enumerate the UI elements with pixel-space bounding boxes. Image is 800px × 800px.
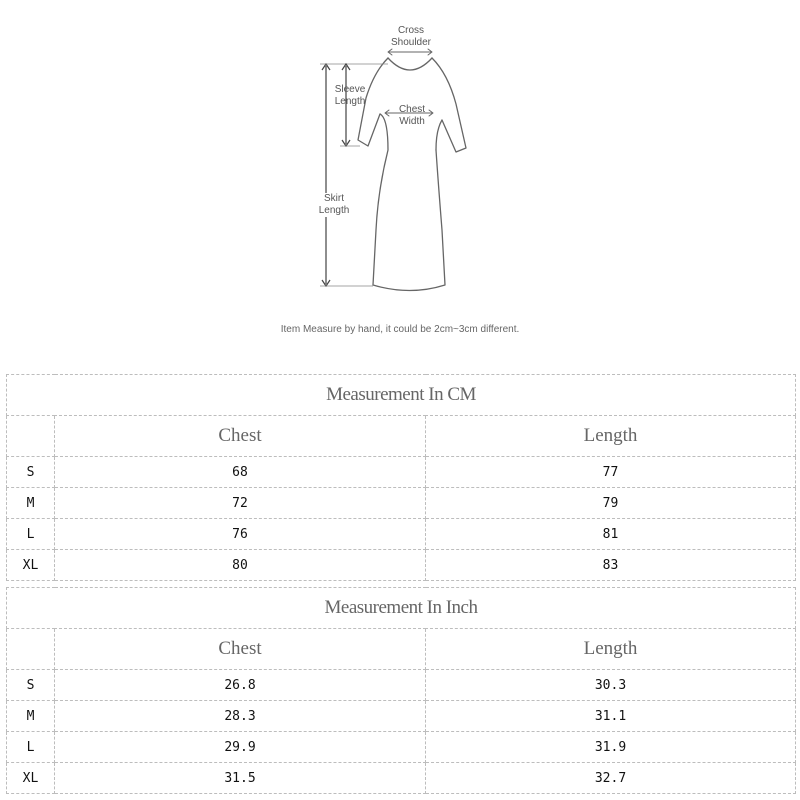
size-cell: M xyxy=(7,488,55,519)
size-cell: M xyxy=(7,701,55,732)
cross-shoulder-label: Cross Shoulder xyxy=(390,25,432,48)
chest-cell: 72 xyxy=(55,488,426,519)
size-cell: XL xyxy=(7,763,55,794)
chest-cell: 31.5 xyxy=(55,763,426,794)
size-cell: S xyxy=(7,670,55,701)
chest-column-header: Chest xyxy=(55,629,426,670)
size-column-header xyxy=(7,416,55,457)
length-cell: 31.1 xyxy=(426,701,796,732)
dress-measurement-diagram xyxy=(0,0,800,360)
length-cell: 81 xyxy=(426,519,796,550)
table-row xyxy=(7,488,796,519)
chest-column-header: Chest xyxy=(55,416,426,457)
chest-cell: 76 xyxy=(55,519,426,550)
table-title: Measurement In CM xyxy=(7,375,796,416)
sleeve-length-label: Sleeve Length xyxy=(334,84,366,107)
chest-cell: 29.9 xyxy=(55,732,426,763)
table-row xyxy=(7,550,796,581)
size-cell: L xyxy=(7,732,55,763)
chest-cell: 28.3 xyxy=(55,701,426,732)
length-cell: 83 xyxy=(426,550,796,581)
length-cell: 77 xyxy=(426,457,796,488)
table-title: Measurement In Inch xyxy=(7,588,796,629)
length-cell: 79 xyxy=(426,488,796,519)
skirt-length-label: Skirt Length xyxy=(312,193,356,217)
length-column-header: Length xyxy=(426,629,796,670)
size-column-header xyxy=(7,629,55,670)
size-cell: S xyxy=(7,457,55,488)
length-cell: 30.3 xyxy=(426,670,796,701)
chest-cell: 80 xyxy=(55,550,426,581)
length-cell: 32.7 xyxy=(426,763,796,794)
measurement-table-inch xyxy=(6,587,796,794)
measure-note: Item Measure by hand, it could be 2cm~3cm different. xyxy=(280,324,520,335)
chest-width-label: Chest Width xyxy=(398,104,426,127)
measurement-table-cm xyxy=(6,374,796,581)
size-cell: L xyxy=(7,519,55,550)
table-row xyxy=(7,763,796,794)
chest-cell: 68 xyxy=(55,457,426,488)
table-row xyxy=(7,457,796,488)
table-row xyxy=(7,732,796,763)
neckline xyxy=(388,58,432,70)
length-column-header: Length xyxy=(426,416,796,457)
table-row xyxy=(7,519,796,550)
chest-cell: 26.8 xyxy=(55,670,426,701)
length-cell: 31.9 xyxy=(426,732,796,763)
table-row xyxy=(7,701,796,732)
size-cell: XL xyxy=(7,550,55,581)
table-row xyxy=(7,670,796,701)
